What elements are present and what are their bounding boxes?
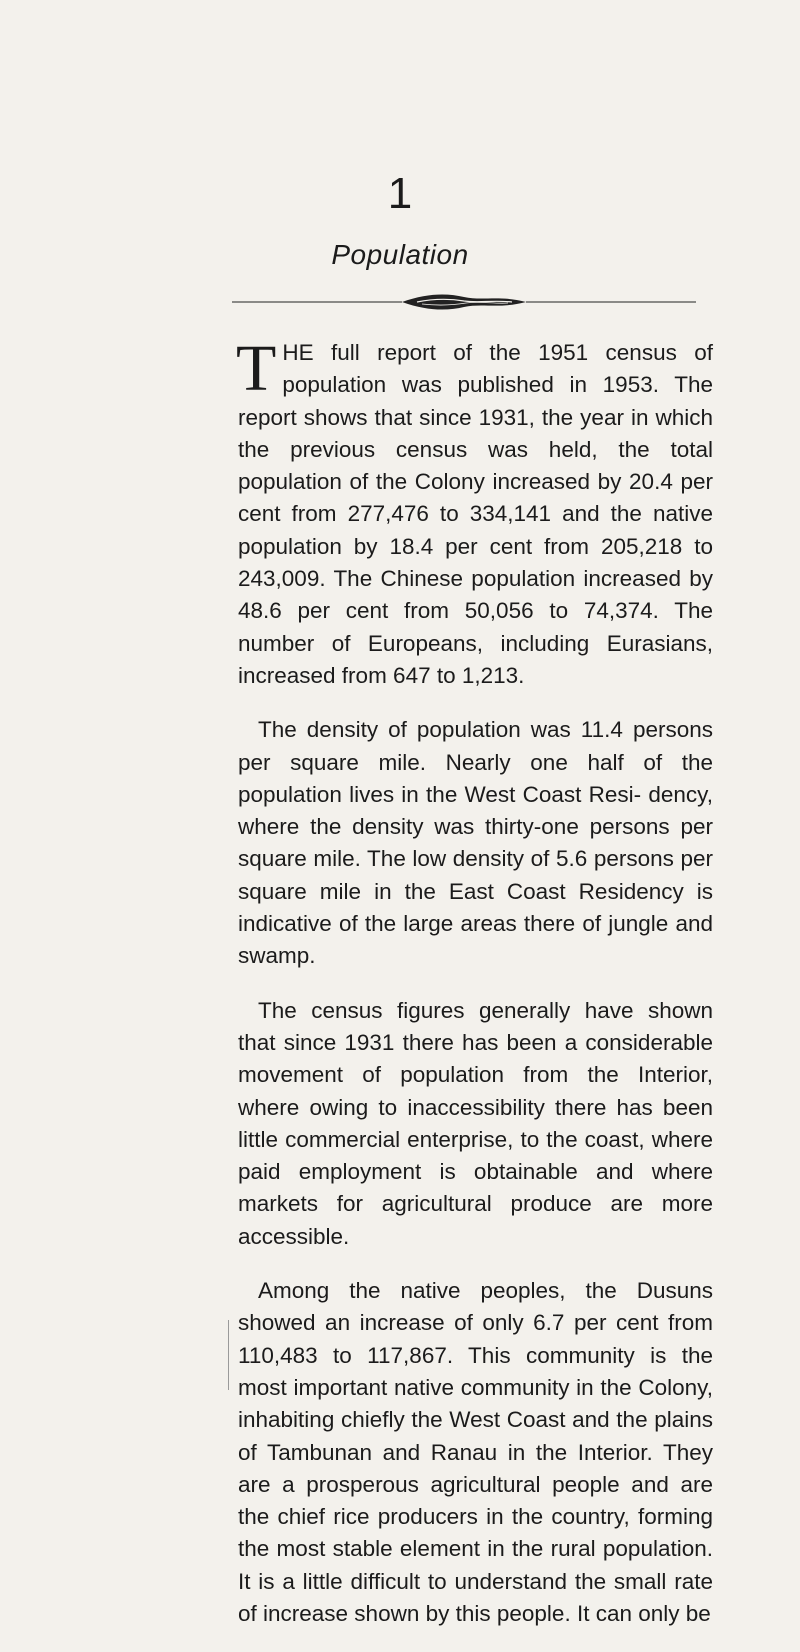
paragraph-4: Among the native peoples, the Dusuns showed an increase of only 6.7 per cent from 110,483 to 117,867. This community is the most important native community in the Colony, inhabiting chiefly the West Coast and the plains of Tambunan and Ranau in the Interior. They are a prosperous agricultural people and are the chief rice producers in the country, forming the most stable element in the rural population. It is a little difficult to understand the small rate of increase shown by this people. It can only be (238, 1278, 713, 1626)
paragraph-2: The density of population was 11.4 persons per square mile. Nearly one half of the population lives in the West Coast Resi- dency, where the density was thirty-one persons per square mile. The low density of 5.6 persons per square mile in the East Coast Residency is indicative of the large areas there of jungle and swamp. (238, 717, 713, 969)
chapter-number: 1 (387, 169, 413, 218)
drop-cap: T (236, 332, 277, 405)
chapter-title: Population (331, 239, 469, 270)
ornamental-divider-icon (232, 291, 696, 313)
paragraph-1-text: HE full report of the 1951 census of population was published in 1953. The report shows that since 1931, the year in which the previous census was held, the total population of the Colony increased by 20.4 per cent from 277,476 to 334,141 and the native population by 18.4 per cent from 205,218 to 243,009. The Chinese population increased by 48.6 per cent from 50,056 to 74,374. The number of Europeans, including Eurasians, increased from 647 to 1,213. (238, 340, 713, 688)
paragraph-1 (236, 332, 713, 692)
page-margin-line (228, 1320, 229, 1390)
paragraph-3: The census figures generally have shown that since 1931 there has been a considerable movement of population from the Interior, where owing to inaccessibility there has been little commercial enterprise, to the coast, where paid employment is obtainable and where markets for agricultural produce are more accessible. (238, 997, 713, 1249)
body-text (236, 332, 713, 1652)
